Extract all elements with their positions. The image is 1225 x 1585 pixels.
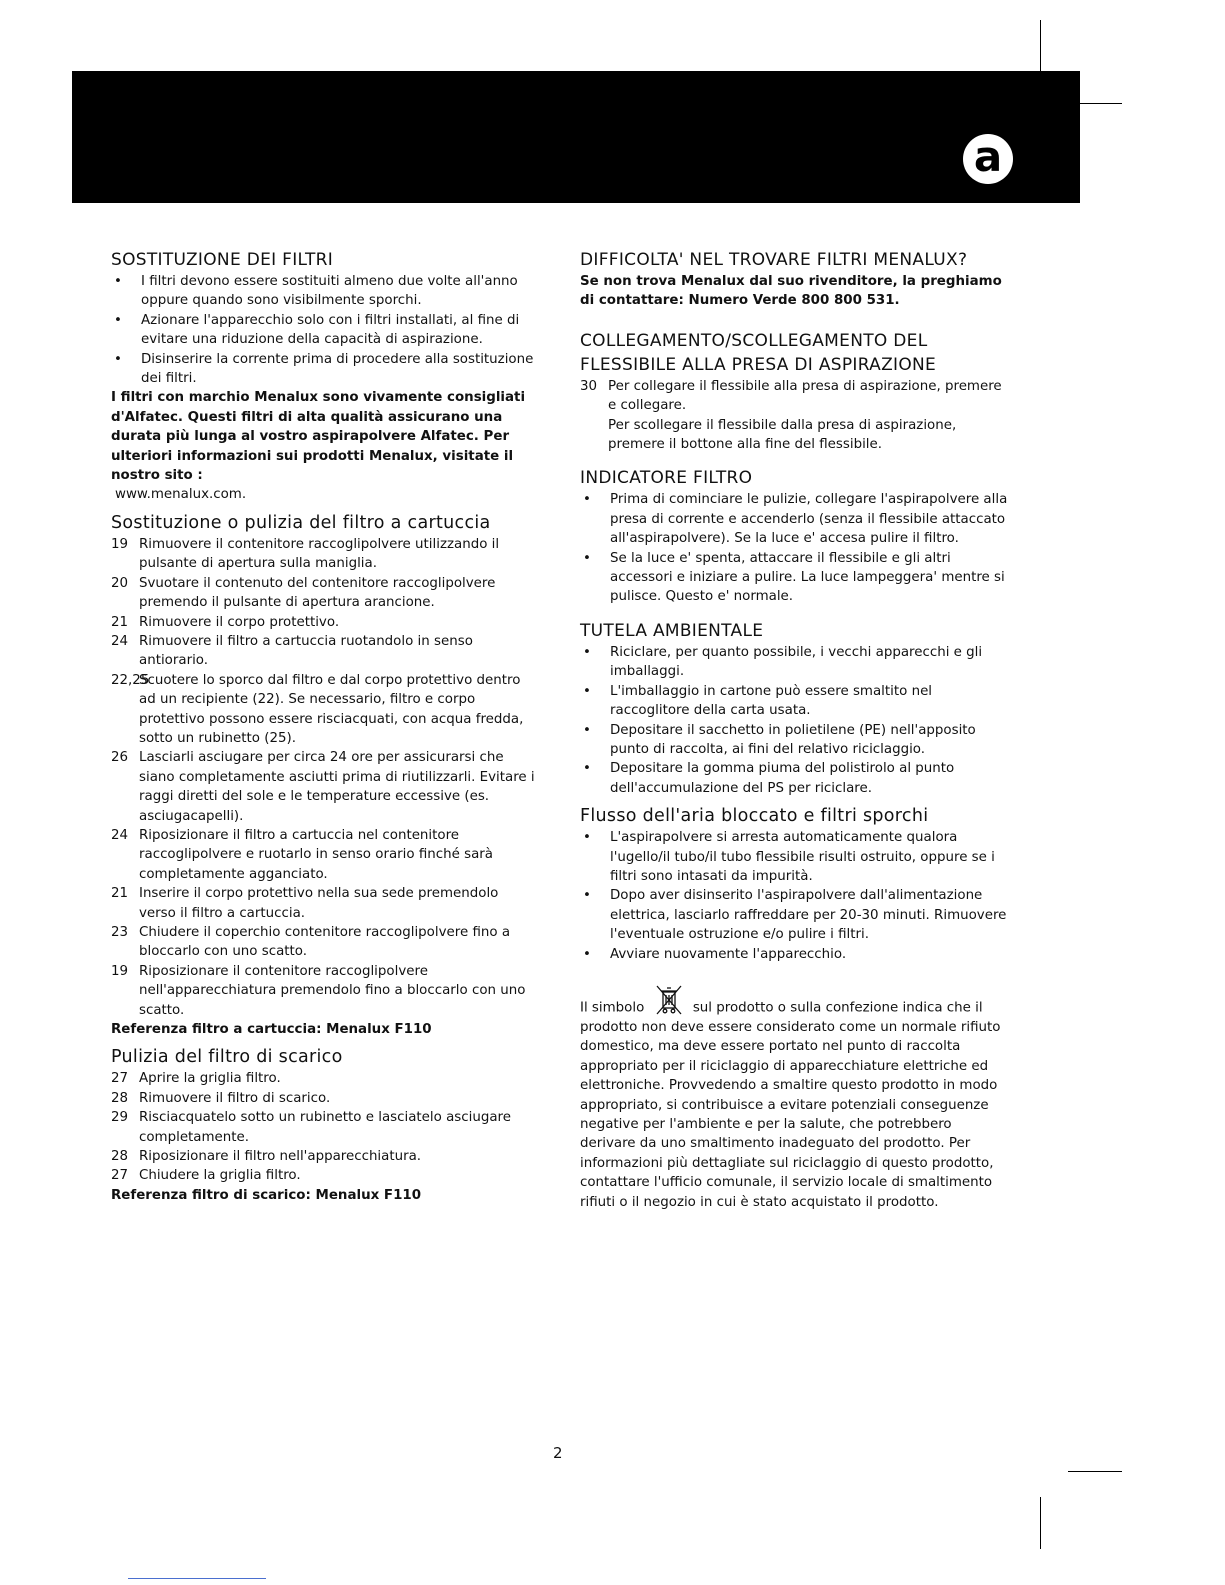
step-text: Rimuovere il contenitore raccoglipolvere utilizzando il pulsante di apertura sulla maniglia.	[139, 536, 500, 572]
heading-difficolta-filtri: DIFFICOLTA' NEL TROVARE FILTRI MENALUX?	[580, 250, 968, 270]
step-number: 28	[111, 1090, 129, 1106]
menalux-note: I filtri con marchio Menalux sono vivamente consigliati d'Alfatec. Questi filtri di alta qualità assicurano una durata più lunga al vostro aspirapolvere Alfatec. Per ulteriori informazioni sui prodotti Menalux, visitate il nostro sito :	[111, 390, 526, 484]
list-item: • L'imballaggio in cartone può essere smaltito nel raccoglitore della carta usata.	[580, 682, 1010, 721]
right-column	[580, 248, 1010, 1212]
step-number: 21	[111, 614, 129, 630]
heading-cartridge-filter: Sostituzione o pulizia del filtro a cartuccia	[111, 512, 491, 533]
left-column	[111, 248, 536, 1205]
filter-indicator-bullets	[580, 490, 1010, 606]
step-text: Riposizionare il contenitore raccoglipolvere nell'apparecchiatura premendolo fino a bloccarlo con uno scatto.	[139, 963, 526, 1018]
step-text: Riposizionare il filtro nell'apparecchiatura.	[139, 1149, 422, 1165]
step-item	[111, 1089, 536, 1108]
step-item	[111, 923, 536, 962]
step-item	[111, 574, 536, 613]
step-number: 21	[111, 886, 129, 902]
crossed-bin-icon	[653, 984, 685, 1018]
step-text: Inserire il corpo protettivo nella sua sede premendolo verso il filtro a cartuccia.	[139, 886, 499, 921]
step-number: 20	[111, 575, 129, 591]
filter-replacement-bullets	[111, 272, 536, 388]
weee-text-rest: sul prodotto o sulla confezione indica che il prodotto non deve essere considerato come un normale rifiuto domestico, ma deve essere portato nel punto di raccolta appropriato per il riciclaggio di apparecchiature elettriche ed elettroniche. Provvedendo a smaltire questo prodotto in modo appropriato, si contribuisce a evitare potenziali conseguenze negative per l'ambiente e per la salute, che potrebbero derivare da uno smaltimento inadeguato del prodotto. Per informazioni più dettagliate sul riciclaggio di questo prodotto, contattare l'ufficio comunale, il servizio locale di smaltimento rifiuti o il negozio in cui è stato acquistato il prodotto.	[580, 1000, 1001, 1210]
exhaust-reference: Referenza filtro di scarico: Menalux F110	[111, 1187, 422, 1203]
step-number: 27	[111, 1168, 129, 1184]
step-item	[111, 1166, 536, 1185]
step-number: 27	[111, 1071, 129, 1087]
weee-text-start: Il simbolo	[580, 1000, 645, 1016]
hose-steps	[580, 377, 1010, 455]
footer-underline	[128, 1578, 266, 1579]
menalux-website: www.menalux.com.	[115, 487, 247, 503]
list-item: • L'aspirapolvere si arresta automaticamente qualora l'ugello/il tubo/il tubo flessibile risulti ostruito, oppure se i filtri sono intasati da impurità.	[580, 828, 1010, 886]
heading-tutela-ambientale: TUTELA AMBIENTALE	[580, 620, 764, 641]
step-text: Risciacquatelo sotto un rubinetto e lasciatelo asciugare completamente.	[139, 1110, 511, 1145]
step-item	[111, 671, 536, 749]
list-item: • Avviare nuovamente l'apparecchio.	[580, 945, 1010, 964]
step-item	[111, 632, 536, 671]
step-text: Scuotere lo sporco dal filtro e dal corpo protettivo dentro ad un recipiente (22). Se necessario, filtro e corpo protettivo possono essere risciacquati, con acqua fredda, sotto un rubinetto (25).	[139, 672, 524, 746]
step-number: 26	[111, 750, 129, 766]
step-text: Chiudere il coperchio contenitore raccoglipolvere fino a bloccarlo con uno scatto.	[139, 925, 511, 960]
heading-exhaust-filter: Pulizia del filtro di scarico	[111, 1047, 343, 1068]
list-item: • Prima di cominciare le pulizie, collegare l'aspirapolvere alla presa di corrente e accenderlo (senza il flessibile attaccato all'aspirapolvere). Se la luce e' accesa pulire il filtro.	[580, 490, 1010, 548]
list-item: • Azionare l'apparecchio solo con i filtri installati, al fine di evitare una riduzione della capacità di aspirazione.	[111, 311, 536, 350]
step-number: 24	[111, 827, 129, 843]
step-item	[111, 1069, 536, 1088]
step-text: Chiudere la griglia filtro.	[139, 1168, 301, 1184]
list-item: • Se la luce e' spenta, attaccare il flessibile e gli altri accessori e iniziare a pulire. La luce lampeggera' mentre si pulisce. Questo e' normale.	[580, 549, 1010, 607]
heading-flusso-aria: Flusso dell'aria bloccato e filtri sporchi	[580, 806, 929, 827]
crop-mark-top-vertical	[1040, 20, 1041, 72]
step-text: Riposizionare il filtro a cartuccia nel contenitore raccoglipolvere e ruotarlo in senso orario finché sarà completamente agganciato.	[139, 827, 493, 882]
list-item: • Riciclare, per quanto possibile, i vecchi apparecchi e gli imballaggi.	[580, 643, 1010, 682]
step-number: 23	[111, 925, 129, 940]
step-number: 19	[111, 963, 129, 979]
step-item	[111, 962, 536, 1020]
step-number: 24	[111, 633, 129, 649]
crop-mark-bottom-horizontal	[1068, 1471, 1122, 1472]
crop-mark-bottom-vertical	[1040, 1497, 1041, 1549]
cartridge-steps	[111, 535, 536, 1020]
cartridge-reference: Referenza filtro a cartuccia: Menalux F110	[111, 1022, 432, 1038]
step-item	[111, 613, 536, 632]
step-item	[111, 748, 536, 826]
airflow-bullets	[580, 828, 1010, 964]
step-text: Rimuovere il corpo protettivo.	[139, 614, 340, 630]
step-item	[111, 884, 536, 923]
exhaust-steps	[111, 1069, 536, 1185]
list-item: • Disinserire la corrente prima di procedere alla sostituzione dei filtri.	[111, 350, 536, 389]
step-text: Lasciarli asciugare per circa 24 ore per assicurarsi che siano completamente asciutti prima di riutilizzarli. Evitare i raggi diretti del sole e le temperature eccessive (es. asciugacapelli).	[139, 750, 535, 824]
step-number: 30	[580, 378, 598, 394]
step-number: 19	[111, 536, 129, 552]
step-item	[111, 535, 536, 574]
weee-disposal-text	[580, 998, 1010, 1212]
step-number: 22,25	[111, 672, 150, 688]
step-text: Rimuovere il filtro a cartuccia ruotandolo in senso antiorario.	[139, 633, 473, 669]
header-banner	[72, 71, 1080, 203]
step-text: Per scollegare il flessibile dalla presa di aspirazione, premere il bottone alla fine del flessibile.	[608, 417, 957, 453]
page-number: 2	[553, 1444, 563, 1462]
environment-bullets	[580, 643, 1010, 798]
step-item	[111, 1108, 536, 1147]
step-text: Svuotare il contenuto del contenitore raccoglipolvere premendo il pulsante di apertura arancione.	[139, 575, 496, 611]
list-item: • Depositare la gomma piuma del polistirolo al punto dell'accumulazione del PS per riciclare.	[580, 759, 1010, 798]
contact-info: Se non trova Menalux dal suo rivenditore, la preghiamo di contattare: Numero Verde 800 800 531.	[580, 274, 1002, 309]
step-number: 29	[111, 1110, 129, 1126]
heading-sostituzione-filtri: SOSTITUZIONE DEI FILTRI	[111, 250, 334, 270]
step-item	[580, 377, 1010, 455]
list-item: • I filtri devono essere sostituiti almeno due volte all'anno oppure quando sono visibilmente sporchi.	[111, 272, 536, 311]
heading-collegamento: COLLEGAMENTO/SCOLLEGAMENTO DEL FLESSIBILE ALLA PRESA DI ASPIRAZIONE	[580, 330, 937, 375]
step-number: 28	[111, 1149, 129, 1165]
brand-logo: a	[963, 134, 1013, 184]
step-text: Rimuovere il filtro di scarico.	[139, 1090, 331, 1106]
step-text: Per collegare il flessibile alla presa di aspirazione, premere e collegare.	[608, 378, 1002, 414]
step-item	[111, 1147, 536, 1166]
step-text: Aprire la griglia filtro.	[139, 1071, 281, 1087]
list-item: • Dopo aver disinserito l'aspirapolvere dall'alimentazione elettrica, lasciarlo raffreddare per 20-30 minuti. Rimuovere l'eventuale ostruzione e/o pulire i filtri.	[580, 886, 1010, 944]
list-item: • Depositare il sacchetto in polietilene (PE) nell'apposito punto di raccolta, ai fini del relativo riciclaggio.	[580, 721, 1010, 760]
heading-indicatore-filtro: INDICATORE FILTRO	[580, 468, 753, 489]
step-item	[111, 826, 536, 884]
